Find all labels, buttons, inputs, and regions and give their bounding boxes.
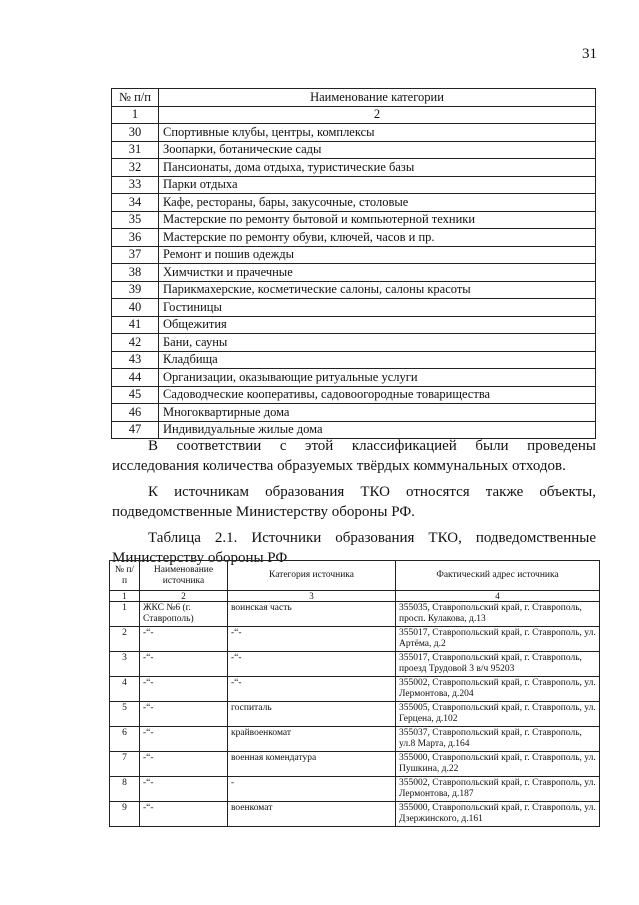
- category-name: Кладбища: [159, 351, 596, 369]
- category-num: 44: [112, 369, 159, 387]
- category-name: Общежития: [159, 316, 596, 334]
- category-num: 41: [112, 316, 159, 334]
- table-row: [110, 777, 600, 802]
- table-row: [112, 386, 596, 404]
- source-category: крайвоенкомат: [228, 727, 396, 752]
- source-num: 9: [110, 802, 140, 827]
- category-num: 33: [112, 176, 159, 194]
- table-row: [112, 316, 596, 334]
- category-num: 46: [112, 404, 159, 422]
- source-address: 355000, Ставропольский край, г. Ставрополь, ул. Дзержинского, д.161: [396, 802, 600, 827]
- table-row: [110, 802, 600, 827]
- categories-colnum-1: 1: [112, 106, 159, 124]
- sources-colnum-row: [110, 591, 600, 602]
- table-caption-text: Таблица 2.1. Источники образования ТКО, подведомственные Министерству обороны РФ: [112, 530, 596, 566]
- table-row: [112, 124, 596, 142]
- source-name: -“-: [140, 777, 228, 802]
- sources-header-address: Фактический адрес источника: [396, 561, 600, 591]
- category-name: Садоводческие кооперативы, садовоогородные товарищества: [159, 386, 596, 404]
- table-row: [112, 334, 596, 352]
- table-row: [110, 627, 600, 652]
- table-row: [110, 652, 600, 677]
- source-num: 5: [110, 702, 140, 727]
- category-num: 42: [112, 334, 159, 352]
- table-row: [112, 246, 596, 264]
- sources-header-category: Категория источника: [228, 561, 396, 591]
- table-row: [112, 176, 596, 194]
- table-row: [112, 369, 596, 387]
- table-row: [112, 211, 596, 229]
- table-row: [110, 727, 600, 752]
- table-row: [110, 602, 600, 627]
- source-name: -“-: [140, 802, 228, 827]
- categories-colnum-row: [112, 106, 596, 124]
- sources-colnum-2: 2: [140, 591, 228, 602]
- table-row: [112, 141, 596, 159]
- paragraph-classification: [112, 436, 596, 476]
- sources-header-row: [110, 561, 600, 591]
- source-num: 2: [110, 627, 140, 652]
- source-num: 3: [110, 652, 140, 677]
- source-address: 355017, Ставропольский край, г. Ставрополь, ул. Артёма, д.2: [396, 627, 600, 652]
- paragraph-defense-sources-text: К источникам образования ТКО относятся также объекты, подведомственные Министерству обороны РФ.: [112, 484, 596, 520]
- source-address: 355017, Ставропольский край, г. Ставрополь, проезд Трудовой 3 в/ч 95203: [396, 652, 600, 677]
- sources-colnum-3: 3: [228, 591, 396, 602]
- category-num: 45: [112, 386, 159, 404]
- sources-colnum-1: 1: [110, 591, 140, 602]
- table-row: [110, 752, 600, 777]
- category-num: 40: [112, 299, 159, 317]
- categories-table: [111, 88, 596, 439]
- source-address: 355005, Ставропольский край, г. Ставрополь, ул. Герцена, д.102: [396, 702, 600, 727]
- table-row: [112, 159, 596, 177]
- table-row: [112, 404, 596, 422]
- table-row: [112, 351, 596, 369]
- source-category: -“-: [228, 677, 396, 702]
- category-name: Индивидуальные жилые дома: [159, 421, 596, 439]
- table-row: [112, 229, 596, 247]
- category-name: Кафе, рестораны, бары, закусочные, столовые: [159, 194, 596, 212]
- category-num: 34: [112, 194, 159, 212]
- source-num: 6: [110, 727, 140, 752]
- source-name: -“-: [140, 652, 228, 677]
- category-num: 37: [112, 246, 159, 264]
- table-row: [112, 281, 596, 299]
- source-category: -“-: [228, 652, 396, 677]
- category-name: Мастерские по ремонту обуви, ключей, часов и пр.: [159, 229, 596, 247]
- table-row: [110, 702, 600, 727]
- source-address: 355002, Ставропольский край, г. Ставрополь, ул. Лермонтова, д.187: [396, 777, 600, 802]
- categories-colnum-2: 2: [159, 106, 596, 124]
- category-name: Парки отдыха: [159, 176, 596, 194]
- categories-header-num: № п/п: [112, 89, 159, 107]
- category-name: Многоквартирные дома: [159, 404, 596, 422]
- category-name: Химчистки и прачечные: [159, 264, 596, 282]
- table-row: [110, 677, 600, 702]
- category-name: Бани, сауны: [159, 334, 596, 352]
- category-name: Спортивные клубы, центры, комплексы: [159, 124, 596, 142]
- category-name: Гостиницы: [159, 299, 596, 317]
- source-num: 8: [110, 777, 140, 802]
- source-address: 355035, Ставропольский край, г. Ставрополь, просп. Кулакова, д.13: [396, 602, 600, 627]
- category-name: Пансионаты, дома отдыха, туристические базы: [159, 159, 596, 177]
- source-name: -“-: [140, 727, 228, 752]
- category-num: 43: [112, 351, 159, 369]
- category-num: 39: [112, 281, 159, 299]
- sources-header-name: Наименование источника: [140, 561, 228, 591]
- category-name: Мастерские по ремонту бытовой и компьютерной техники: [159, 211, 596, 229]
- source-num: 7: [110, 752, 140, 777]
- source-num: 1: [110, 602, 140, 627]
- source-category: -“-: [228, 627, 396, 652]
- table-row: [112, 264, 596, 282]
- category-num: 47: [112, 421, 159, 439]
- category-num: 32: [112, 159, 159, 177]
- source-category: -: [228, 777, 396, 802]
- sources-colnum-4: 4: [396, 591, 600, 602]
- source-num: 4: [110, 677, 140, 702]
- category-num: 38: [112, 264, 159, 282]
- page-number: 31: [582, 46, 597, 62]
- source-category: военная комендатура: [228, 752, 396, 777]
- paragraph-defense-sources: [112, 482, 596, 522]
- sources-table: [109, 560, 600, 827]
- source-name: ЖКС №6 (г. Ставрополь): [140, 602, 228, 627]
- table-row: [112, 194, 596, 212]
- source-category: воинская часть: [228, 602, 396, 627]
- table-row: [112, 299, 596, 317]
- source-name: -“-: [140, 627, 228, 652]
- source-name: -“-: [140, 752, 228, 777]
- sources-body: [110, 602, 600, 827]
- source-address: 355002, Ставропольский край, г. Ставрополь, ул. Лермонтова, д.204: [396, 677, 600, 702]
- source-category: военкомат: [228, 802, 396, 827]
- category-name: Парикмахерские, косметические салоны, салоны красоты: [159, 281, 596, 299]
- categories-header-row: [112, 89, 596, 107]
- categories-header-name: Наименование категории: [159, 89, 596, 107]
- source-name: -“-: [140, 702, 228, 727]
- category-name: Зоопарки, ботанические сады: [159, 141, 596, 159]
- source-name: -“-: [140, 677, 228, 702]
- category-num: 35: [112, 211, 159, 229]
- category-num: 30: [112, 124, 159, 142]
- source-category: госпиталь: [228, 702, 396, 727]
- category-name: Организации, оказывающие ритуальные услуги: [159, 369, 596, 387]
- category-name: Ремонт и пошив одежды: [159, 246, 596, 264]
- categories-body: [112, 124, 596, 439]
- sources-header-num: № п/п: [110, 561, 140, 591]
- source-address: 355000, Ставропольский край, г. Ставрополь, ул. Пушкина, д.22: [396, 752, 600, 777]
- paragraph-classification-text: В соответствии с этой классификацией были проведены исследования количества образуемых твёрдых коммунальных отходов.: [112, 438, 596, 474]
- category-num: 31: [112, 141, 159, 159]
- category-num: 36: [112, 229, 159, 247]
- source-address: 355037, Ставропольский край, г. Ставрополь, ул.8 Марта, д.164: [396, 727, 600, 752]
